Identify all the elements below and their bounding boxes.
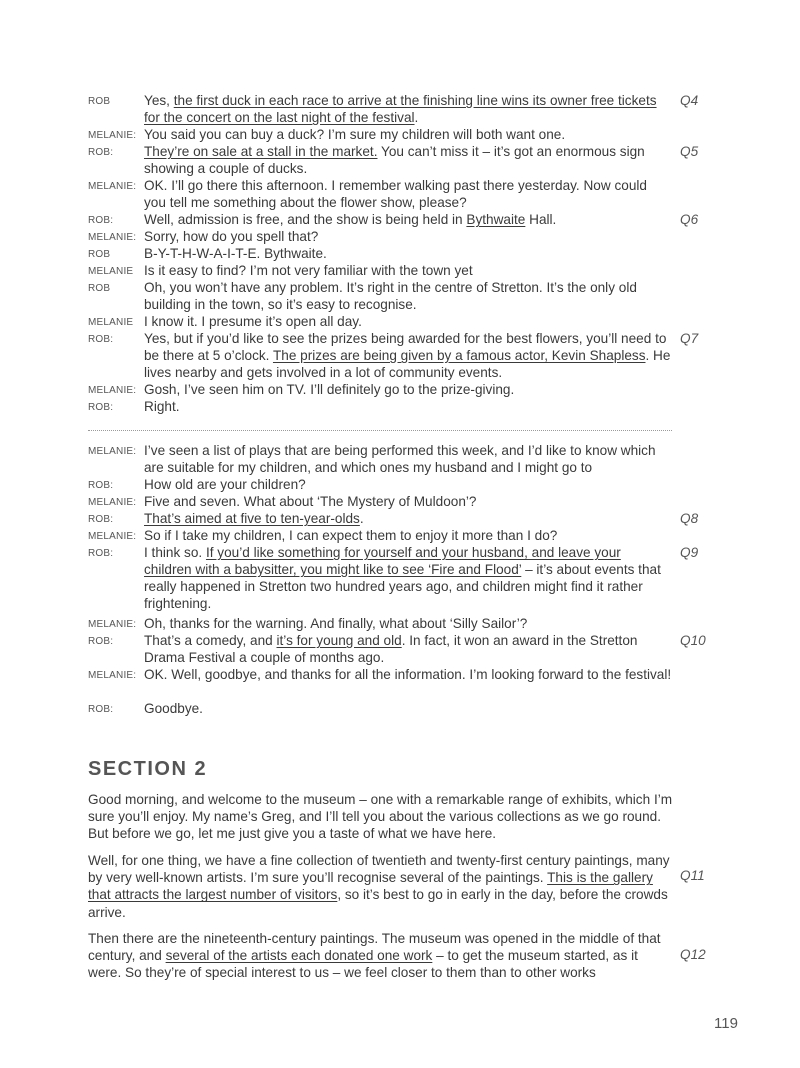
- speaker-label: MELANIE:: [88, 385, 137, 396]
- dialogue-text: [144, 330, 672, 381]
- speaker-label: MELANIE:: [88, 446, 137, 457]
- text-run: OK. Well, goodbye, and thanks for all the information. I’m looking forward to the festival!: [144, 667, 672, 682]
- answer-underline: The prizes are being given by a famous actor, Kevin Shapless: [272, 348, 646, 363]
- dialogue-text: [144, 615, 672, 632]
- speaker-label: MELANIE:: [88, 670, 137, 681]
- text-run: .: [414, 110, 419, 125]
- section-title: SECTION 2: [88, 758, 208, 780]
- speaker-label: MELANIE: [88, 317, 134, 328]
- speaker-label: ROB:: [88, 704, 114, 715]
- answer-underline: the first duck in each race to arrive at the finishing line wins its owner free tickets for the concert on the last night of the festival: [144, 93, 657, 125]
- text-run: You said you can buy a duck? I’m sure my children will both want one.: [144, 127, 566, 142]
- speaker-label: ROB:: [88, 514, 114, 525]
- dialogue-text: [144, 700, 672, 717]
- dialogue-text: [144, 228, 672, 245]
- speaker-label: MELANIE:: [88, 232, 137, 243]
- dialogue-text: [144, 510, 672, 527]
- text-run: You can’t miss it – it’s got an enormous sign showing a couple of ducks.: [144, 144, 645, 176]
- answer-underline: They’re on sale at a stall in the market.: [144, 144, 378, 159]
- text-run: Then there are the nineteenth-century paintings. The museum was opened in the middle of that century, and: [88, 931, 661, 964]
- text-run: Oh, thanks for the warning. And finally, what about ‘Silly Sailor’?: [144, 616, 528, 631]
- speaker-label: MELANIE: [88, 266, 134, 277]
- speaker-label: MELANIE:: [88, 181, 137, 192]
- question-marker: Q7: [680, 331, 699, 346]
- speaker-label: ROB:: [88, 334, 114, 345]
- text-run: . In fact, it won an award in the Stretton Drama Festival a couple of months ago.: [144, 633, 638, 665]
- dialogue-text: [144, 398, 672, 415]
- answer-underline: it’s for young and old: [276, 633, 402, 648]
- dialogue-text: [144, 632, 672, 666]
- question-marker: Q5: [680, 144, 699, 159]
- dialogue-text: [144, 211, 672, 228]
- speaker-label: ROB:: [88, 402, 114, 413]
- dialogue-text: [144, 92, 672, 126]
- speaker-label: ROB:: [88, 215, 114, 226]
- dialogue-text: [144, 666, 672, 683]
- dialogue-text: [144, 143, 672, 177]
- text-run: Yes,: [144, 93, 174, 108]
- page-number: 119: [714, 1015, 738, 1032]
- dialogue-text: [144, 245, 672, 262]
- text-run: Five and seven. What about ‘The Mystery of Muldoon’?: [144, 494, 477, 509]
- text-run: That’s a comedy, and: [144, 633, 277, 648]
- text-run: .: [359, 511, 364, 526]
- speaker-label: ROB: [88, 96, 111, 107]
- text-run: Goodbye.: [144, 701, 203, 716]
- text-run: – it’s about events that really happened in Stretton two hundred years ago, and children might find it rather frightening.: [144, 562, 661, 611]
- speaker-label: ROB: [88, 249, 111, 260]
- speaker-label: ROB:: [88, 147, 114, 158]
- text-run: Well, for one thing, we have a fine collection of twentieth and twenty-first century paintings, many by very well-known artists. I’m sure you’ll recognise several of the paintings.: [88, 853, 670, 886]
- text-run: So if I take my children, I can expect them to enjoy it more than I do?: [144, 528, 558, 543]
- text-run: . He lives nearby and gets involved in a lot of community events.: [144, 348, 671, 380]
- text-run: Is it easy to find? I’m not very familiar with the town yet: [144, 263, 473, 278]
- text-run: How old are your children?: [144, 477, 306, 492]
- text-run: Oh, you won’t have any problem. It’s right in the centre of Stretton. It’s the only old building in the town, so it’s easy to recognise.: [144, 280, 637, 312]
- question-marker: Q8: [680, 511, 699, 526]
- text-run: , so it’s best to go in early in the day, before the crowds arrive.: [88, 887, 668, 920]
- text-run: Sorry, how do you spell that?: [144, 229, 319, 244]
- section-divider: [88, 430, 672, 431]
- question-marker: Q4: [680, 93, 699, 108]
- text-run: Right.: [144, 399, 180, 414]
- text-run: Yes, but if you’d like to see the prizes being awarded for the best flowers, you’ll need to be there at 5 o’clock.: [144, 331, 667, 363]
- question-marker: Q12: [680, 947, 706, 962]
- paragraph: [88, 791, 673, 843]
- text-run: Hall.: [525, 212, 557, 227]
- question-marker: Q11: [680, 868, 705, 883]
- dialogue-text: [144, 262, 672, 279]
- speaker-label: MELANIE:: [88, 497, 137, 508]
- dialogue-text: [144, 313, 672, 330]
- dialogue-text: [144, 126, 672, 143]
- text-run: I think so.: [144, 545, 206, 560]
- dialogue-text: [144, 476, 672, 493]
- speaker-label: MELANIE:: [88, 531, 137, 542]
- answer-underline: This is the gallery that attracts the largest number of visitors: [88, 870, 653, 903]
- speaker-label: ROB:: [88, 480, 114, 491]
- question-marker: Q6: [680, 212, 699, 227]
- answer-underline: If you’d like something for yourself and your husband, and leave your children with a babysitter, you might like to see ‘Fire and Flood’: [144, 545, 621, 577]
- text-run: I’ve seen a list of plays that are being performed this week, and I’d like to know which are suitable for my children, and which ones my husband and I might go to: [144, 443, 656, 475]
- text-run: Well, admission is free, and the show is being held in: [144, 212, 467, 227]
- speaker-label: ROB:: [88, 636, 114, 647]
- paragraph: [88, 930, 673, 982]
- speaker-label: ROB: [88, 283, 111, 294]
- paragraph: [88, 852, 673, 921]
- question-marker: Q9: [680, 545, 699, 560]
- speaker-label: ROB:: [88, 548, 114, 559]
- speaker-label: MELANIE:: [88, 130, 137, 141]
- text-run: B-Y-T-H-W-A-I-T-E. Bythwaite.: [144, 246, 327, 261]
- text-run: I know it. I presume it’s open all day.: [144, 314, 362, 329]
- dialogue-text: [144, 442, 672, 476]
- dialogue-text: [144, 527, 672, 544]
- answer-underline: several of the artists each donated one work: [165, 948, 433, 964]
- dialogue-text: [144, 381, 672, 398]
- dialogue-text: [144, 279, 672, 313]
- answer-underline: That’s aimed at five to ten-year-olds: [144, 511, 360, 526]
- speaker-label: MELANIE:: [88, 619, 137, 630]
- question-marker: Q10: [680, 633, 706, 648]
- text-run: OK. I’ll go there this afternoon. I remember walking past there yesterday. Now could you tell me something about the flower show, please?: [144, 178, 647, 210]
- dialogue-text: [144, 177, 672, 211]
- dialogue-text: [144, 544, 672, 612]
- dialogue-text: [144, 493, 672, 510]
- text-run: Gosh, I’ve seen him on TV. I’ll definitely go to the prize-giving.: [144, 382, 515, 397]
- text-run: Good morning, and welcome to the museum – one with a remarkable range of exhibits, which I’m sure you’ll enjoy. My name’s Greg, and I’ll tell you about the various collections as we go round. But before we go, let me just give you a taste of what we have here.: [88, 792, 673, 842]
- answer-underline: Bythwaite: [466, 212, 526, 227]
- text-run: – to get the museum started, as it were. So they’re of special interest to us – we feel closer to them than to other works: [88, 948, 638, 981]
